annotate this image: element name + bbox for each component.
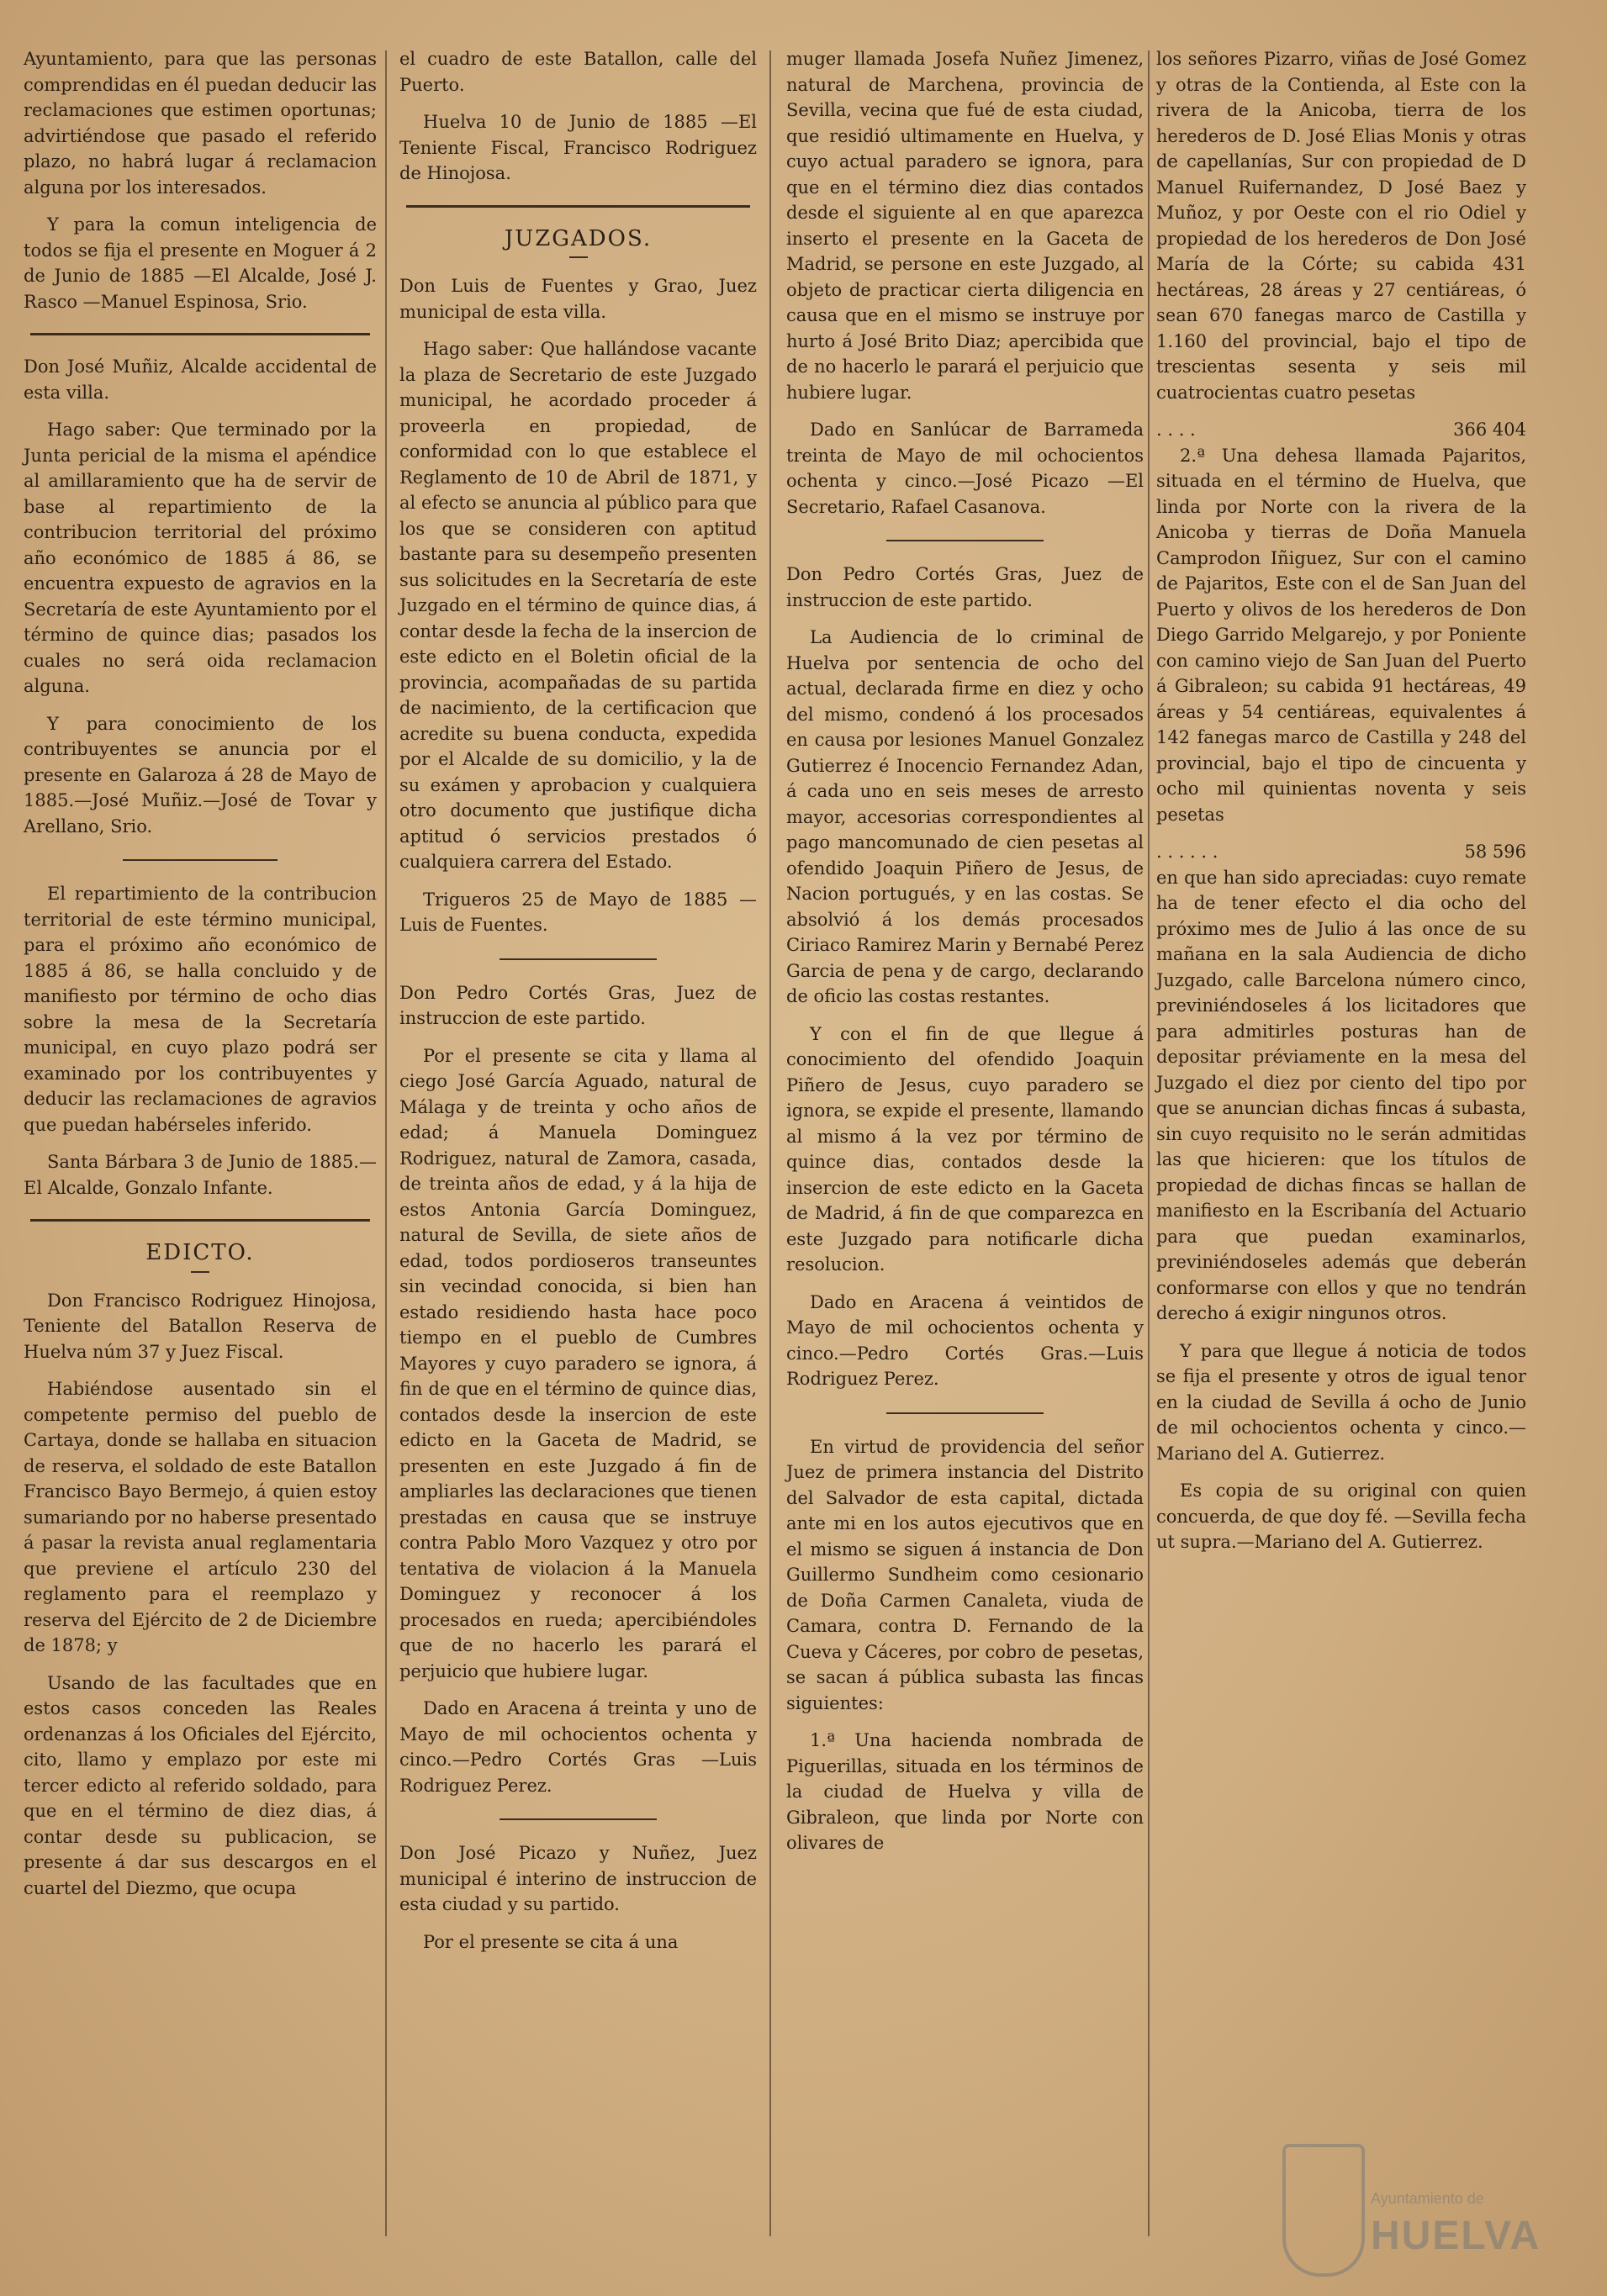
section-rule	[406, 205, 750, 208]
paragraph: Dado en Aracena á treinta y uno de Mayo de mil ochocientos ochenta y cinco.—Pedro Cortés Gras —Luis Rodriguez Perez.	[399, 1698, 757, 1796]
watermark-line-2: HUELVA	[1371, 2214, 1541, 2258]
paragraph: Don Pedro Cortés Gras, Juez de instruccion de este partido.	[786, 564, 1144, 610]
section-rule	[500, 958, 657, 960]
paragraph: Huelva 10 de Junio de 1885 —El Teniente Fiscal, Francisco Rodriguez de Hinojosa.	[399, 112, 757, 183]
section-rule	[886, 540, 1044, 541]
paragraph: Usando de las facultades que en estos casos conceden las Reales ordenanzas á los Oficiales del Ejército, cito, llamo y emplazo por este mi tercer edicto al referido soldado, para que en el término de diez dias, á contar desde su publicacion, se presente á dar sus descargos en el cuartel del Diezmo, que ocupa	[24, 1672, 377, 1898]
paragraph: muger llamada Josefa Nuñez Jimenez, natural de Marchena, provincia de Sevilla, vecina que fué de esta ciudad, que residió ultimamente en Huelva, y cuyo actual paradero se ignora, para que en el término diez dias contados desde el siguiente al en que aparezca inserto el presente en la Gaceta de Madrid, se persone en este Juzgado, al objeto de practicar cierta diligencia en causa que en el mismo se instruye por hurto á José Brito Diaz; apercibida que de no hacerlo le parará el perjuicio que hubiere lugar.	[786, 49, 1144, 403]
price-amount: 58 596	[1464, 842, 1526, 862]
paragraph: Y para la comun inteligencia de todos se fija el presente en Moguer á 2 de Junio de 1885 —El Alcalde, José J. Rasco —Manuel Espinosa, Srio.	[24, 214, 377, 312]
paragraph: La Audiencia de lo criminal de Huelva por sentencia de ocho del actual, declarada firme en diez y ocho del mismo, condenó á los procesados en causa por lesiones Manuel Gonzalez Gutierrez é Inocencio Fernandez Adan, á cada uno en seis meses de arresto mayor, accesorias correspondientes al pago mancomunado de cien pesetas al ofendido Joaquin Piñero de Jesus, de Nacion portugués, y en las costas. Se absolvió á los demás procesados Ciriaco Ramirez Marin y Bernabé Perez Garcia de pena y de cargo, declarando de oficio las costas restantes.	[786, 627, 1144, 1006]
price-leader: . . . .	[1156, 420, 1196, 440]
coat-of-arms-icon	[1282, 2144, 1365, 2277]
paragraph: En virtud de providencia del señor Juez de primera instancia del Distrito del Salvador de esta capital, dictada ante mi en los autos ejecutivos que en el mismo se siguen á instancia de Don Guillermo Sundheim como cesionario de Doña Carmen Canaleta, viuda de Camara, contra D. Fernando de la Cueva y Cáceres, por cobro de pesetas, se sacan á pública subasta las fincas siguientes:	[786, 1436, 1144, 1713]
price-line	[1156, 839, 1526, 865]
paragraph: Don Luis de Fuentes y Grao, Juez municipal de esta villa.	[399, 276, 757, 322]
column-3	[786, 46, 1144, 1868]
price-line	[1156, 417, 1526, 443]
paragraph: Y con el fin de que llegue á conocimiento del ofendido Joaquin Piñero de Jesus, cuyo paradero se ignora, se expide el presente, llamando al mismo á la vez por término de quince dias, contados desde la insercion de este edicto en la Gaceta de Madrid, á fin de que comparezca en este Juzgado para notificarle dicha resolucion.	[786, 1023, 1144, 1275]
paragraph: en que han sido apreciadas: cuyo remate ha de tener efecto el dia ocho del próximo mes de Julio á las once de su mañana en la sala Audiencia de dicho Juzgado, calle Barcelona número cinco, previniéndoseles á los licitadores que para admitirles posturas han de depositar préviamente en la mesa del Juzgado el diez por ciento del tipo por que se anuncian dichas fincas á subasta, sin cuyo requisito no le serán admitidas las que hicieren: que los títulos de propiedad de dichas fincas se hallan de manifiesto en la Escribanía del Actuario para que puedan examinarlos, previniéndoseles además que deberán conformarse con ellos y que no tendrán derecho á exigir ningunos otros.	[1156, 867, 1526, 1323]
section-rule	[123, 859, 278, 861]
paragraph: Y para conocimiento de los contribuyentes se anuncia por el presente en Galaroza á 28 de Mayo de 1885.—José Muñiz.—José de Tovar y Arellano, Srio.	[24, 713, 377, 837]
paragraph: Habiéndose ausentado sin el competente permiso del pueblo de Cartaya, donde se hallaba en situacion de reserva, el soldado de este Batallon Francisco Bayo Bermejo, á quien estoy sumariando por no haberse presentado á pasar la revista anual reglamentaria que previene el artículo 230 del reglamento para el reemplazo y reserva del Ejército de 2 de Diciembre de 1878; y	[24, 1379, 377, 1655]
paragraph: Es copia de su original con quien concuerda, de que doy fé. —Sevilla fecha ut supra.—Mariano del A. Gutierrez.	[1156, 1481, 1526, 1552]
section-heading: EDICTO.	[24, 1240, 377, 1273]
section-rule	[500, 1818, 657, 1820]
column-2	[399, 46, 757, 1966]
paragraph: Don José Picazo y Nuñez, Juez municipal é interino de instruccion de esta ciudad y su partido.	[399, 1843, 757, 1914]
paragraph: Hago saber: Que hallándose vacante la plaza de Secretario de este Juzgado municipal, he acordado proceder á proveerla en propiedad, de conformidad con lo que establece el Reglamento de 10 de Abril de 1871, y al efecto se anuncia al público para que los que se consideren con aptitud bastante para su desempeño presenten sus solicitudes en la Secretaría de este Juzgado en el término de quince dias, á contar desde la fecha de la insercion de este edicto en el Boletin oficial de la provincia, acompañadas de su partida de nacimiento, de la certificacion que acredite su buena conducta, expedida por el Alcalde de su domicilio, y la de su exámen y aprobacion y cualquiera otro documento que justifique dicha aptitud ó servicios prestados ó cualquiera carrera del Estado.	[399, 339, 757, 872]
paragraph: Trigueros 25 de Mayo de 1885 —Luis de Fuentes.	[399, 889, 757, 935]
section-rule	[30, 1219, 370, 1222]
section-heading: JUZGADOS.	[399, 226, 757, 259]
paragraph: Don Pedro Cortés Gras, Juez de instruccion de este partido.	[399, 982, 757, 1028]
column-divider	[385, 50, 387, 2236]
paragraph: Por el presente se cita á una	[423, 1931, 679, 1952]
paragraph: Dado en Sanlúcar de Barrameda treinta de Mayo de mil ochocientos ochenta y cinco.—José Picazo —El Secretario, Rafael Casanova.	[786, 420, 1144, 517]
paragraph: Ayuntamiento, para que las personas comprendidas en él puedan deducir las reclamaciones que estimen oportunas; advirtiéndose que pasado el referido plazo, no habrá lugar á reclamacion alguna por los interesados.	[24, 49, 377, 198]
paragraph: Hago saber: Que terminado por la Junta pericial de la misma el apéndice al amillaramiento que ha de servir de base al repartimiento de la contribucion territorial del próximo año económico de 1885 á 86, se encuentra expuesto de agravios en la Secretaría de este Ayuntamiento por el término de quince dias; pasados los cuales no será oida reclamacion alguna.	[24, 420, 377, 696]
price-amount: 366 404	[1453, 420, 1526, 440]
price-leader: . . . . . .	[1156, 842, 1218, 862]
column-divider	[769, 50, 771, 2236]
paragraph: Dado en Aracena á veintidos de Mayo de mil ochocientos ochenta y cinco.—Pedro Cortés Gras.—Luis Rodriguez Perez.	[786, 1291, 1144, 1389]
paragraph: el cuadro de este Batallon, calle del Puerto.	[399, 49, 757, 95]
paragraph: Don Francisco Rodriguez Hinojosa, Teniente del Batallon Reserva de Huelva núm 37 y Juez Fiscal.	[24, 1290, 377, 1362]
section-rule	[886, 1412, 1044, 1414]
watermark-line-1: Ayuntamiento de	[1371, 2190, 1484, 2207]
paragraph: 2.ª Una dehesa llamada Pajaritos, situada en el término de Huelva, que linda por Norte con la rivera de la Anicoba y tierras de Doña Manuela Camprodon Iñiguez, Sur con el camino de Pajaritos, Este con el de San Juan del Puerto y olivos de los herederos de Don Diego Garrido Melgarejo, y por Poniente con camino viejo de San Juan del Puerto á Gibraleon; su cabida 91 hectáreas, 49 áreas y 54 centiáreas, equivalentes á 142 fanegas marco de Castilla y 248 del provincial, bajo el tipo de cincuenta y ocho mil quinientas noventa y seis pesetas	[1156, 445, 1526, 825]
paragraph: los señores Pizarro, viñas de José Gomez y otras de la Contienda, al Este con la rivera de la Anicoba, tierra de los herederos de D. José Elias Monis y otras de capellanías, Sur con propiedad de D Manuel Ruifernandez, D José Baez y Muñoz, y por Oeste con el rio Odiel y propiedad de los herederos de Don José María de la Córte; su cabida 431 hectáreas, 28 áreas y 27 centiáreas, ó sean 670 fanegas marco de Castilla y 1.160 del provincial, bajo el tipo de trescientas sesenta y seis mil cuatrocientas cuatro pesetas	[1156, 49, 1526, 403]
column-1	[24, 46, 377, 1913]
column-4	[1156, 46, 1526, 1567]
paragraph: Santa Bárbara 3 de Junio de 1885.—El Alcalde, Gonzalo Infante.	[24, 1152, 377, 1198]
paragraph: Y para que llegue á noticia de todos se fija el presente y otros de igual tenor en la ciudad de Sevilla á ocho de Junio de mil ochocientos ochenta y cinco.—Mariano del A. Gutierrez.	[1156, 1340, 1526, 1464]
paragraph: Por el presente se cita y llama al ciego José García Aguado, natural de Málaga y de treinta y ocho años de edad; á Manuela Dominguez Rodriguez, natural de Zamora, casada, de treinta años de edad, y á la hija de estos Antonia García Dominguez, natural de Sevilla, de siete años de edad, todos pordioseros transeuntes sin vecindad conocida, si bien han estado residiendo hasta hace poco tiempo en el pueblo de Cumbres Mayores y cuyo paradero se ignora, á fin de que en el término de quince dias, contados desde la insercion de este edicto en la Gaceta de Madrid, se presenten en este Juzgado á fin de ampliarles las declaraciones que tienen prestadas en causa que se instruye contra Pablo Moro Vazquez y otro por tentativa de violacion á la Manuela Dominguez y reconocer á los procesados en rueda; apercibiéndoles que de no hacerlo les parará el perjuicio que hubiere lugar.	[399, 1045, 757, 1681]
watermark-seal	[1266, 2135, 1543, 2287]
column-divider	[1148, 50, 1150, 2236]
paragraph: 1.ª Una hacienda nombrada de Piguerillas, situada en los términos de la ciudad de Huelva y villa de Gibraleon, que linda por Norte con olivares de	[786, 1730, 1144, 1853]
paragraph: Don José Muñiz, Alcalde accidental de esta villa.	[24, 356, 377, 403]
section-rule	[30, 333, 370, 335]
paragraph: El repartimiento de la contribucion territorial de este término municipal, para el próximo año económico de 1885 á 86, se halla concluido y de manifiesto por término de ocho dias sobre la mesa de la Secretaría municipal, en cuyo plazo podrá ser examinado por los contribuyentes y deducir las reclamaciones de agravios que puedan habérseles inferido.	[24, 884, 377, 1135]
